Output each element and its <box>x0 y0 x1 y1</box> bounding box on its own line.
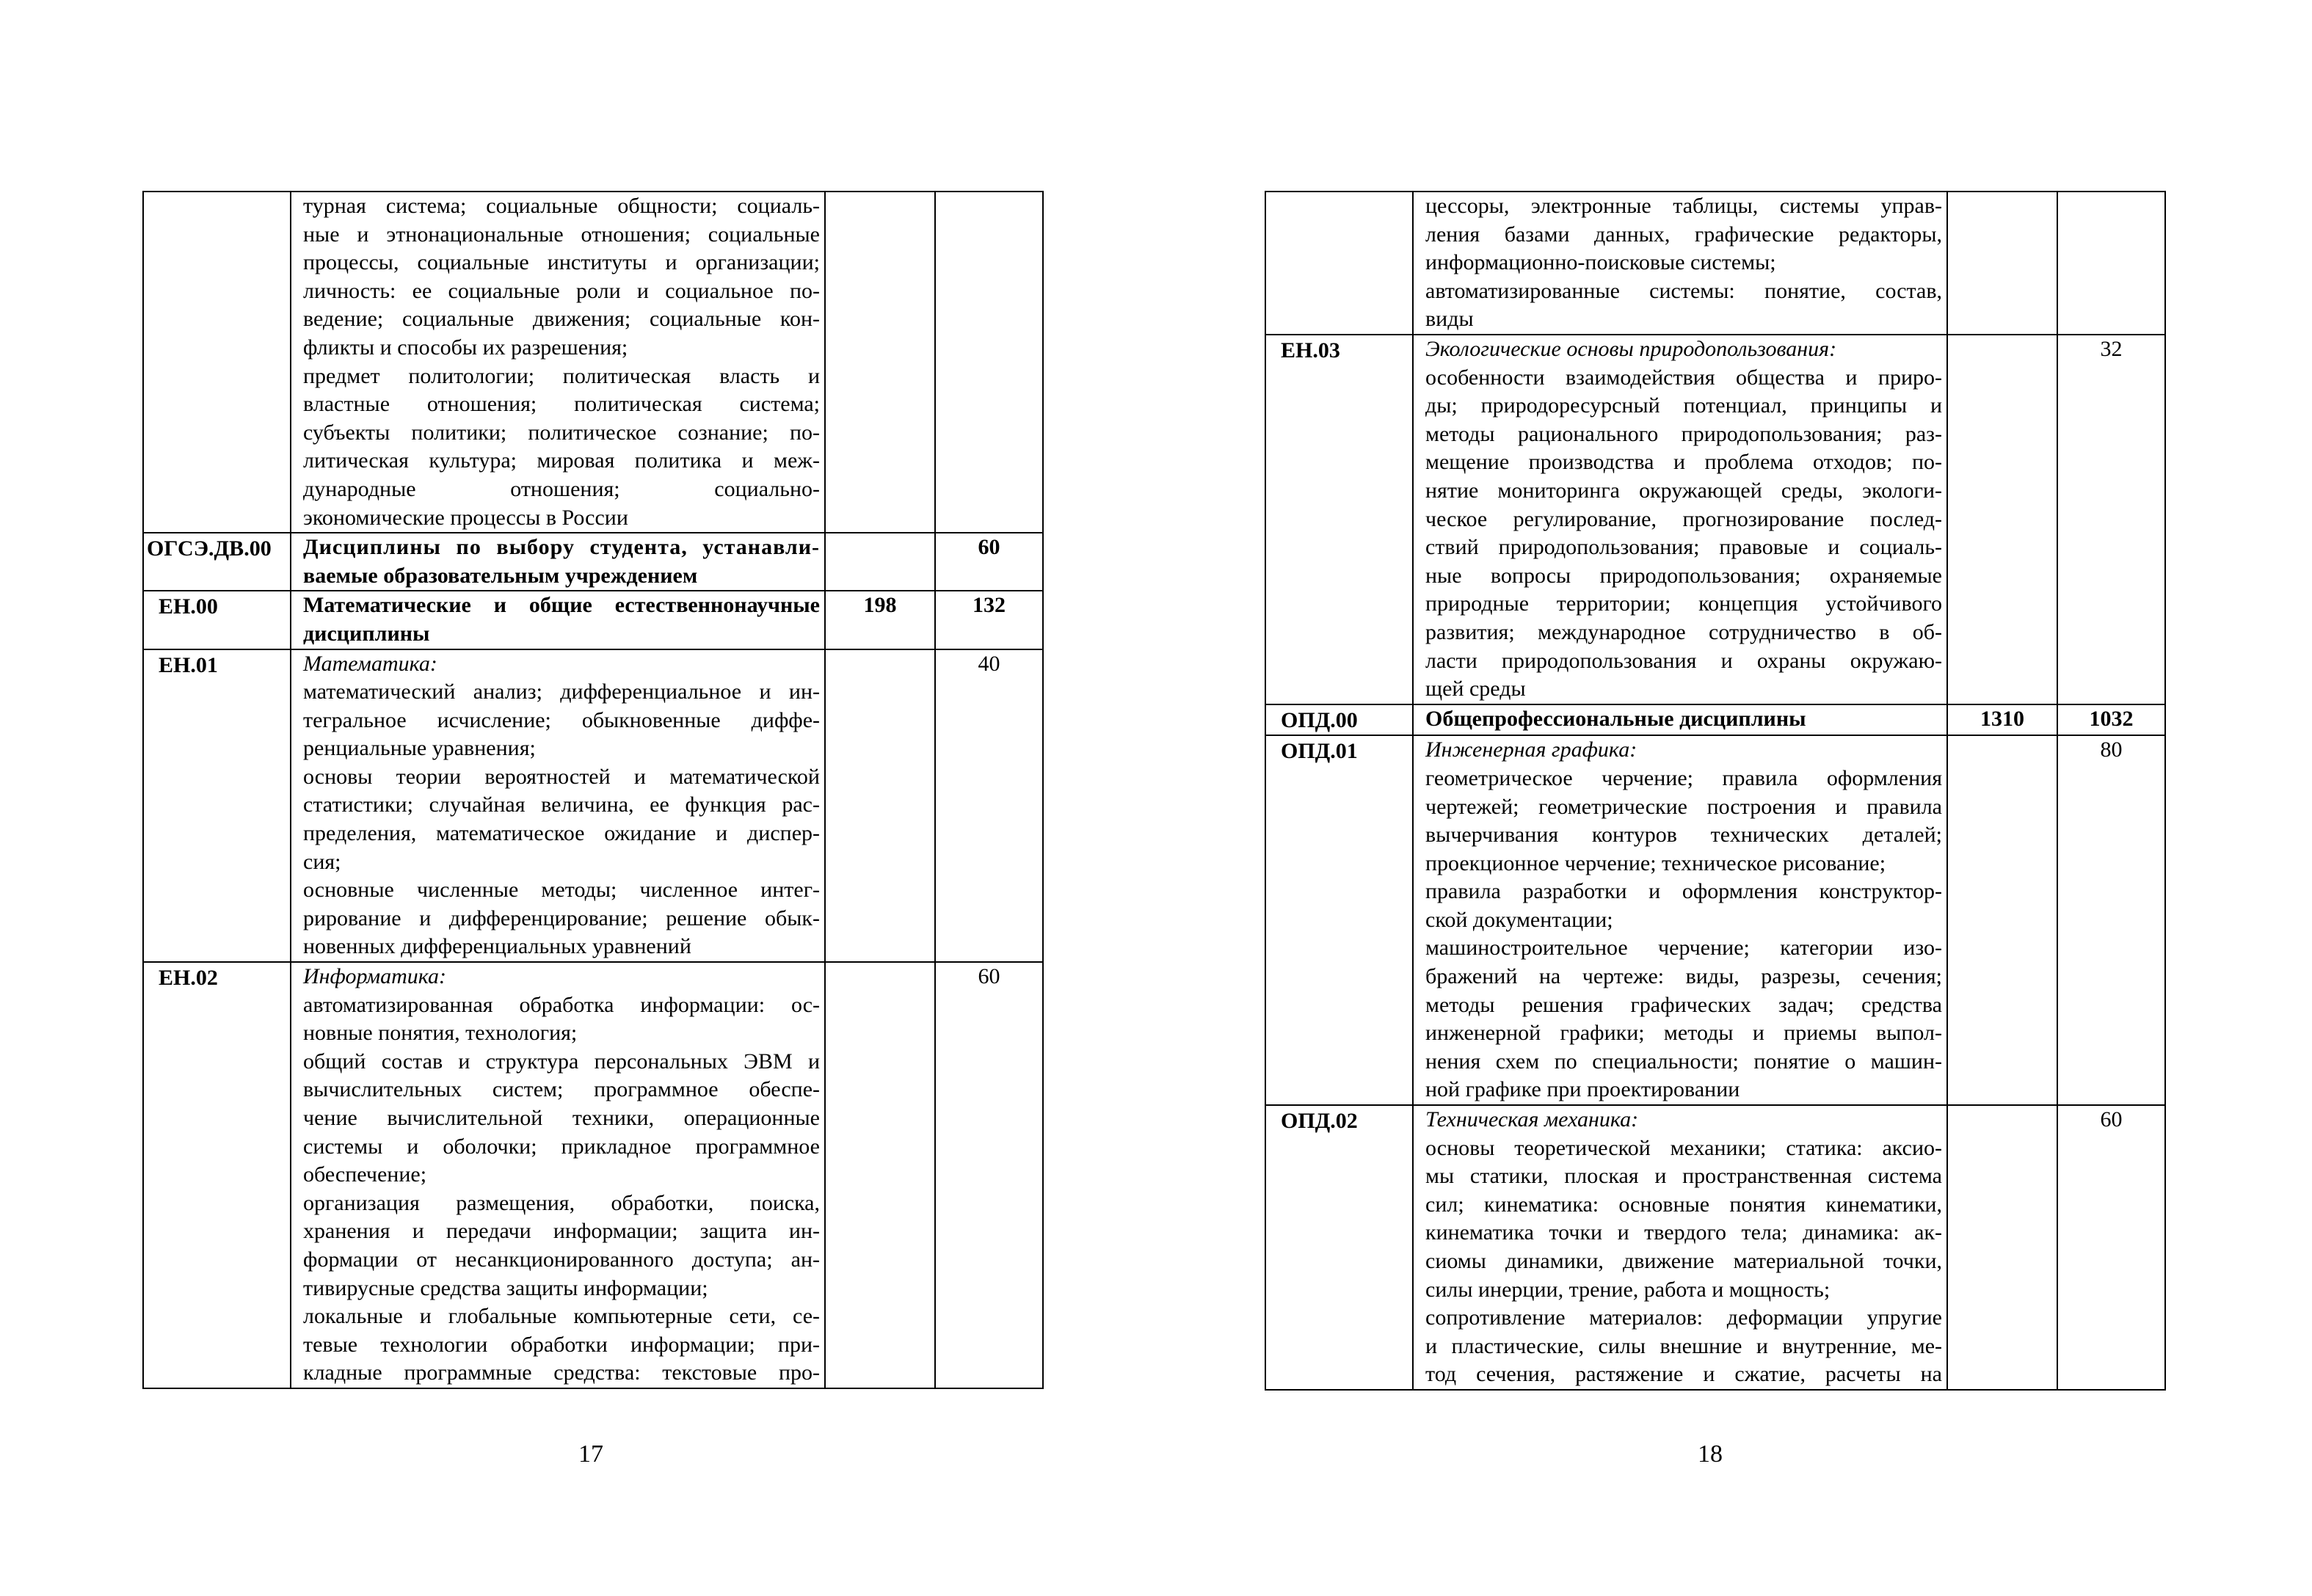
description-line: пределения, математическое ожидание и диспер- <box>303 821 820 846</box>
description-line: природные территории; концепция устойчивого <box>1425 591 1942 616</box>
hours-class <box>2057 192 2165 335</box>
hours-total <box>825 962 935 1388</box>
hours-class: 132 <box>935 591 1043 649</box>
table-row <box>1265 335 2165 704</box>
table-row <box>143 533 1043 591</box>
hours-total <box>825 649 935 963</box>
description-line: статистики; случайная величина, ее функция рас- <box>303 792 820 817</box>
table-row <box>1265 192 2165 335</box>
description-line: ды; природоресурсный потенциал, принципы и <box>1425 393 1942 418</box>
hours-class: 60 <box>935 962 1043 1388</box>
description-line: ренциальные уравнения; <box>303 736 536 761</box>
description-line: тод сечения, растяжение и сжатие, расчеты на <box>1425 1362 1942 1387</box>
description-line: формации от несанкционированного доступа; ан- <box>303 1247 820 1272</box>
description-line: хранения и передачи информации; защита ин- <box>303 1219 820 1244</box>
table-row <box>1265 1105 2165 1390</box>
discipline-title: Экологические основы природопользования: <box>1425 337 1837 361</box>
description-line: автоматизированная обработка информации: ос- <box>303 992 820 1017</box>
discipline-code: ЕН.00 <box>143 591 291 649</box>
hours-class: 40 <box>935 649 1043 963</box>
description-line: сопротивление материалов: деформации упругие <box>1425 1305 1942 1330</box>
discipline-code: ЕН.02 <box>143 962 291 1388</box>
description-line: обеспечение; <box>303 1162 427 1187</box>
description-line: тегральное исчисление; обыкновенные диффе- <box>303 707 820 732</box>
description-line: проекционное черчение; техническое рисование; <box>1425 850 1886 875</box>
description-line: кладные программные средства: текстовые про- <box>303 1360 820 1385</box>
description-line: геометрическое черчение; правила оформления <box>1425 765 1942 790</box>
description-line: мы статики, плоская и пространственная система <box>1425 1164 1942 1189</box>
description-line: бражений на чертеже: виды, разрезы, сечения; <box>1425 964 1942 989</box>
discipline-code: ОПД.00 <box>1265 704 1413 736</box>
description-line: общий состав и структура персональных ЭВМ и <box>303 1049 820 1074</box>
description-line: силы инерции, трение, работа и мощность; <box>1425 1277 1831 1302</box>
discipline-code: ЕН.01 <box>143 649 291 963</box>
description-line: Дисциплины по выбору студента, устанавли- <box>303 535 820 560</box>
description-line: основные численные методы; численное интег- <box>303 878 820 903</box>
description-line: ческое регулирование, прогнозирование послед- <box>1425 506 1942 531</box>
description-line: новные понятия, технология; <box>303 1021 578 1046</box>
discipline-title: Инженерная графика: <box>1425 737 1637 762</box>
description-line: цессоры, электронные таблицы, системы управ- <box>1425 194 1942 218</box>
hours-total: 1310 <box>1947 704 2057 736</box>
description-line: и пластические, силы внешние и внутренние, ме- <box>1425 1333 1942 1358</box>
description-line: тевые технологии обработки информации; при- <box>303 1332 820 1357</box>
description-line: инженерной графики; методы и приемы выпол- <box>1425 1021 1942 1046</box>
description-line: машиностроительное черчение; категории изо- <box>1425 936 1942 961</box>
description-line: основы теоретической механики; статика: аксио- <box>1425 1135 1942 1160</box>
discipline-description <box>1413 704 1947 736</box>
hours-total <box>1947 192 2057 335</box>
description-line: ской документации; <box>1425 907 1613 932</box>
description-line: дународные отношения; социально- <box>303 476 820 501</box>
discipline-description <box>291 649 825 963</box>
description-line: ласти природопользования и охраны окружаю- <box>1425 648 1942 673</box>
description-line: особенности взаимодействия общества и приро- <box>1425 365 1942 390</box>
discipline-title: Математика: <box>303 651 437 676</box>
page-18 <box>1156 0 2312 1596</box>
hours-total <box>825 192 935 533</box>
table-row <box>1265 735 2165 1105</box>
description-line: вычерчивания контуров технических деталей; <box>1425 823 1942 848</box>
description-line: основы теории вероятностей и математической <box>303 764 820 789</box>
description-line: дисциплины <box>303 621 430 646</box>
curriculum-table <box>1265 191 2166 1391</box>
discipline-description <box>291 591 825 649</box>
description-line: процессы, социальные институты и организации; <box>303 250 820 275</box>
hours-class: 80 <box>2057 735 2165 1105</box>
description-line: сиомы динамики, движение материальной точки, <box>1425 1249 1942 1273</box>
description-line: ваемые образовательным учреждением <box>303 563 698 588</box>
description-line: виды <box>1425 307 1474 332</box>
hours-class: 32 <box>2057 335 2165 704</box>
discipline-code: ОГСЭ.ДВ.00 <box>143 533 291 591</box>
description-line: системы и оболочки; прикладное программное <box>303 1134 820 1159</box>
description-line: субъекты политики; политическое сознание; по- <box>303 420 820 445</box>
page-number: 17 <box>578 1440 603 1468</box>
discipline-description <box>291 533 825 591</box>
description-line: развития; международное сотрудничество в об- <box>1425 619 1942 644</box>
description-line: ной графике при проектировании <box>1425 1077 1740 1102</box>
description-line: турная система; социальные общности; социаль- <box>303 194 820 218</box>
hours-total <box>1947 1105 2057 1390</box>
description-line: Общепрофессиональные дисциплины <box>1425 706 1806 731</box>
hours-class <box>935 192 1043 533</box>
description-line: ведение; социальные движения; социальные кон- <box>303 307 820 332</box>
discipline-description <box>291 962 825 1388</box>
description-line: ные вопросы природопользования; охраняемые <box>1425 563 1942 588</box>
hours-class: 60 <box>2057 1105 2165 1390</box>
description-line: чертежей; геометрические построения и правила <box>1425 794 1942 819</box>
discipline-code <box>143 192 291 533</box>
discipline-code: ОПД.02 <box>1265 1105 1413 1390</box>
table-row <box>143 591 1043 649</box>
hours-total <box>825 533 935 591</box>
discipline-description <box>1413 335 1947 704</box>
curriculum-table <box>142 191 1044 1389</box>
description-line: математический анализ; дифференциальное и ин- <box>303 679 820 704</box>
description-line: рирование и дифференцирование; решение обык- <box>303 906 820 930</box>
table-row <box>1265 704 2165 736</box>
table-row <box>143 192 1043 533</box>
hours-class: 1032 <box>2057 704 2165 736</box>
discipline-title: Информатика: <box>303 964 447 989</box>
description-line: чение вычислительной техники, операционные <box>303 1106 820 1130</box>
description-line: ствий природопользования; правовые и социаль- <box>1425 535 1942 560</box>
discipline-description <box>1413 1105 1947 1390</box>
description-line: нения схем по специальности; понятие о машин- <box>1425 1049 1942 1074</box>
discipline-description <box>1413 192 1947 335</box>
description-line: новенных дифференциальных уравнений <box>303 934 691 959</box>
description-line: организация размещения, обработки, поиска, <box>303 1190 820 1215</box>
description-line: методы рационального природопользования; раз- <box>1425 421 1942 446</box>
description-line: ления базами данных, графические редакторы, <box>1425 222 1942 247</box>
discipline-code <box>1265 192 1413 335</box>
description-line: информационно-поисковые системы; <box>1425 250 1776 275</box>
description-line: властные отношения; политическая система; <box>303 392 820 417</box>
description-line: нятие мониторинга окружающей среды, экологи- <box>1425 478 1942 503</box>
discipline-description <box>1413 735 1947 1105</box>
table-row <box>143 649 1043 963</box>
description-line: щей среды <box>1425 677 1526 702</box>
description-line: мещение производства и проблема отходов; по- <box>1425 450 1942 475</box>
table-row <box>143 962 1043 1388</box>
hours-total <box>1947 335 2057 704</box>
description-line: автоматизированные системы: понятие, состав, <box>1425 278 1942 303</box>
description-line: кинематика точки и твердого тела; динамика: ак- <box>1425 1220 1942 1245</box>
description-line: методы решения графических задач; средства <box>1425 992 1942 1017</box>
discipline-description <box>291 192 825 533</box>
description-line: экономические процессы в России <box>303 505 628 530</box>
description-line: Математические и общие естественнонаучные <box>303 593 820 618</box>
description-line: правила разработки и оформления конструктор- <box>1425 879 1942 904</box>
discipline-code: ОПД.01 <box>1265 735 1413 1105</box>
description-line: сил; кинематика: основные понятия кинематики, <box>1425 1192 1942 1217</box>
description-line: фликты и способы их разрешения; <box>303 335 628 360</box>
discipline-code: ЕН.03 <box>1265 335 1413 704</box>
description-line: личность: ее социальные роли и социальное по- <box>303 278 820 303</box>
description-line: локальные и глобальные компьютерные сети, се- <box>303 1304 820 1329</box>
description-line: ные и этнонациональные отношения; социальные <box>303 222 820 247</box>
description-line: вычислительных систем; программное обеспе- <box>303 1077 820 1102</box>
discipline-title: Техническая механика: <box>1425 1107 1639 1132</box>
description-line: сия; <box>303 849 341 874</box>
page-number: 18 <box>1698 1440 1723 1468</box>
description-line: тивирусные средства защиты информации; <box>303 1275 708 1300</box>
hours-total <box>1947 735 2057 1105</box>
description-line: предмет политологии; политическая власть и <box>303 363 820 388</box>
description-line: литическая культура; мировая политика и меж- <box>303 448 820 473</box>
hours-total: 198 <box>825 591 935 649</box>
hours-class: 60 <box>935 533 1043 591</box>
